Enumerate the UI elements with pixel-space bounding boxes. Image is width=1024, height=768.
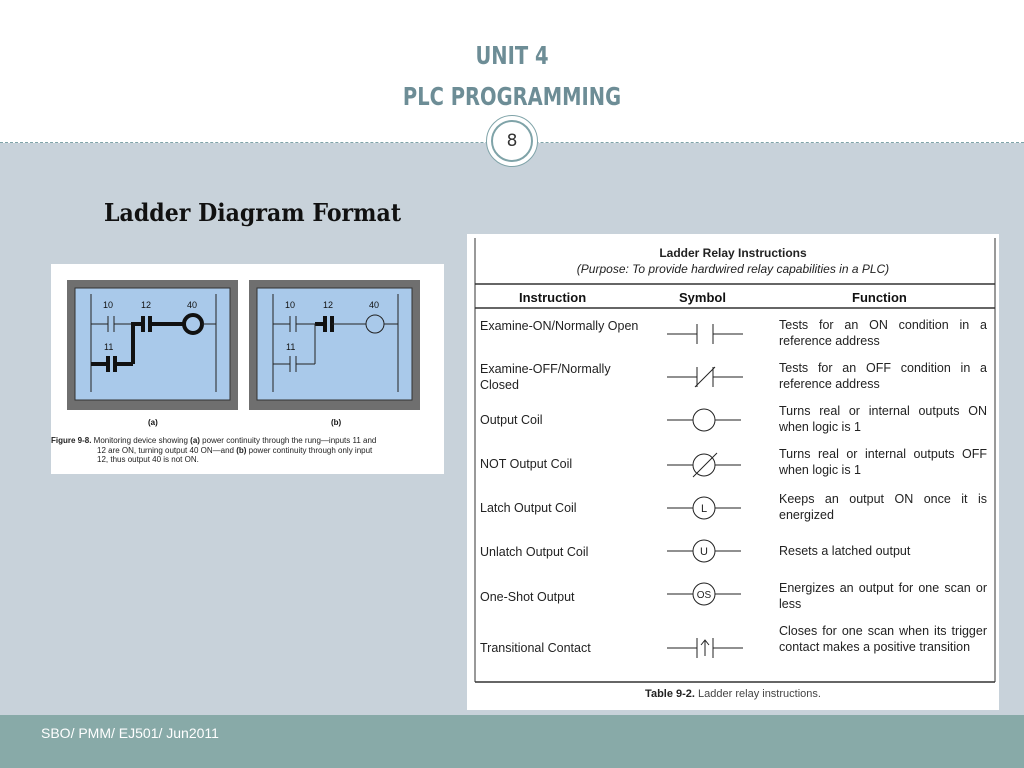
row-instruction: Unlatch Output Coil <box>480 545 589 559</box>
row-function: Closes for one scan when its trigger contact makes a positive transition <box>779 624 987 654</box>
oneshot-letters: OS <box>696 590 712 601</box>
figure-caption-text2b: power continuity through only input <box>246 445 373 455</box>
slide-footer <box>0 715 1024 768</box>
row-instruction: NOT Output Coil <box>480 457 573 471</box>
panel-a-screen <box>75 288 230 400</box>
figure-caption-number: Figure 9-8. <box>51 436 92 445</box>
col-header-instruction: Instruction <box>519 290 587 305</box>
section-heading: Ladder Diagram Format <box>104 198 402 227</box>
ladder-figure-svg <box>51 264 444 434</box>
figure-caption-b: (b) <box>236 445 247 455</box>
panel-a-label-12: 12 <box>141 300 152 310</box>
row-instruction: Transitional Contact <box>480 641 591 655</box>
table-title: Ladder Relay Instructions <box>659 246 807 260</box>
table-subtitle: (Purpose: To provide hardwired relay capabilities in a PLC) <box>576 262 890 276</box>
panel-b-label-40: 40 <box>369 300 380 310</box>
panel-a-caption: (a) <box>148 418 158 427</box>
row-instruction: Examine-ON/Normally Open <box>480 319 639 333</box>
row-function: Turns real or internal outputs ON when logic is 1 <box>779 404 987 434</box>
symbol-no-contact <box>667 322 747 346</box>
figure-caption <box>51 436 444 465</box>
figure-caption-a: (a) <box>190 436 200 445</box>
symbol-nc-contact <box>667 365 747 389</box>
page-number-badge <box>486 115 538 167</box>
symbol-not-coil <box>667 452 747 478</box>
latch-letter: L <box>700 503 708 515</box>
panel-a-label-11: 11 <box>104 342 114 352</box>
figure-caption-text3: 12, thus output 40 is not ON. <box>97 455 199 464</box>
row-function: Resets a latched output <box>779 544 911 558</box>
panel-b <box>249 280 420 427</box>
symbol-oneshot-coil <box>667 582 747 606</box>
row-function: Energizes an output for one scan or less <box>779 581 987 611</box>
panel-b-caption: (b) <box>331 418 342 427</box>
row-function: Keeps an output ON once it is energized <box>779 492 987 522</box>
symbol-transitional-contact <box>667 636 747 660</box>
slide-title-line2: PLC PROGRAMMING <box>402 82 622 111</box>
row-instruction: One-Shot Output <box>480 590 575 604</box>
row-function: Tests for an ON condition in a reference address <box>779 318 987 348</box>
table-caption <box>467 688 999 700</box>
panel-a-label-10: 10 <box>103 300 114 310</box>
row-function: Tests for an OFF condition in a reference address <box>779 361 987 391</box>
panel-a <box>67 280 238 427</box>
symbol-coil <box>667 408 747 432</box>
panel-b-screen <box>257 288 412 400</box>
figure-caption-text2: 12 are ON, turning output 40 ON—and <box>97 445 237 455</box>
symbol-unlatch-coil <box>667 539 747 563</box>
panel-b-label-11: 11 <box>286 342 296 352</box>
table-caption-number: Table 9-2. <box>645 688 695 700</box>
col-header-symbol: Symbol <box>679 290 726 305</box>
figure-monitoring-device <box>51 264 444 474</box>
figure-caption-text1b: power continuity through the rung—inputs 11 and <box>199 436 377 445</box>
panel-b-label-10: 10 <box>285 300 296 310</box>
page-number: 8 <box>491 120 533 162</box>
slide-title-line1: UNIT 4 <box>475 41 549 70</box>
symbol-latch-coil <box>667 496 747 520</box>
row-instruction: Examine-OFF/Normally Closed <box>480 362 611 392</box>
ladder-relay-table <box>467 234 999 710</box>
panel-b-label-12: 12 <box>323 300 334 310</box>
unlatch-letter: U <box>700 546 708 558</box>
row-function: Turns real or internal outputs OFF when logic is 1 <box>779 447 987 477</box>
footer-text: SBO/ PMM/ EJ501/ Jun2011 <box>41 725 219 741</box>
figure-caption-text1: Monitoring device showing <box>91 436 191 445</box>
row-instruction: Output Coil <box>480 413 543 427</box>
row-instruction: Latch Output Coil <box>480 501 577 515</box>
panel-a-label-40: 40 <box>187 300 198 310</box>
col-header-function: Function <box>852 290 907 305</box>
table-caption-text: Ladder relay instructions. <box>694 688 821 700</box>
